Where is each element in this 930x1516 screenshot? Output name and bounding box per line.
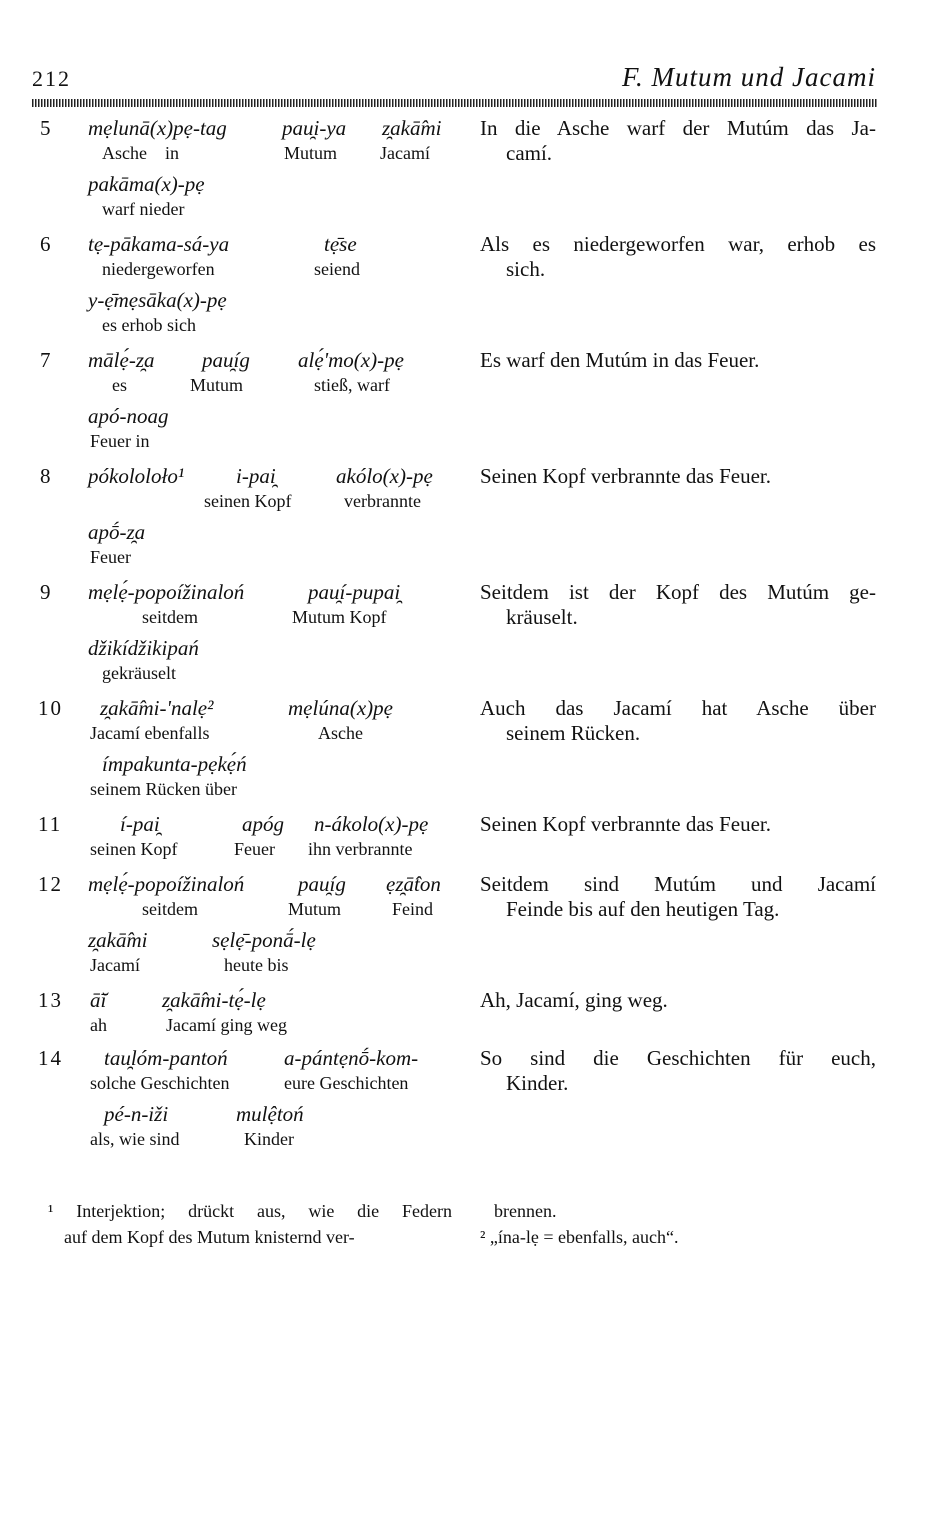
translation: Als es niedergeworfen war, erhob es sich. bbox=[480, 232, 876, 281]
native-word: ā̆ī bbox=[90, 988, 107, 1012]
line-number: 6 bbox=[40, 232, 53, 256]
native-word: džikídžikipań bbox=[88, 636, 199, 660]
translation: Seitdem ist der Kopf des Mutúm ge- kräuselt. bbox=[480, 580, 876, 629]
native-word: mẹlunā(x)pẹ-tag bbox=[88, 116, 227, 140]
native-word: akólo(x)-pẹ bbox=[336, 464, 433, 488]
footnote-text: auf dem Kopf des Mutum knisternd ver- bbox=[64, 1227, 355, 1247]
gloss: heute bis bbox=[224, 955, 289, 975]
native-word: tau̯lóm-pantoń bbox=[104, 1046, 228, 1070]
gloss: es erhob sich bbox=[102, 315, 196, 335]
gloss: seinen Kopf bbox=[204, 491, 292, 511]
native-word: tẹ̄se bbox=[324, 232, 357, 256]
gloss: Feind bbox=[392, 899, 434, 919]
gloss: Feuer bbox=[90, 547, 131, 567]
line-number: 10 bbox=[38, 696, 63, 720]
translation: Es warf den Mutúm in das Feuer. bbox=[480, 348, 760, 372]
gloss: Mutum bbox=[284, 143, 338, 163]
running-title: F. Mutum und Jacami bbox=[622, 62, 876, 92]
page-number: 212 bbox=[32, 66, 71, 91]
gloss: eure Geschichten bbox=[284, 1073, 409, 1093]
translation: Ah, Jacamí, ging weg. bbox=[480, 988, 668, 1012]
native-word: í-pai̯ bbox=[120, 812, 160, 836]
native-word: ẹz̯ā̂ton bbox=[386, 872, 441, 896]
native-word: mẹlẹ́-popoížinaloń bbox=[88, 872, 245, 896]
native-word: apóg bbox=[242, 812, 284, 836]
line-number: 13 bbox=[38, 988, 63, 1012]
gloss: Jacamí bbox=[90, 955, 140, 975]
translation: Auch das Jacamí hat Asche über seinem Rücken. bbox=[480, 696, 876, 745]
gloss: verbrannte bbox=[344, 491, 421, 511]
native-word: apó-noag bbox=[88, 404, 169, 428]
footnote-text: „ína-lẹ = ebenfalls, auch“. bbox=[489, 1227, 679, 1247]
native-word: ímpakunta-pẹkẹ́ń bbox=[102, 752, 247, 776]
translation: Seinen Kopf verbrannte das Feuer. bbox=[480, 464, 771, 488]
native-word: pau̯i-ya bbox=[282, 116, 347, 140]
gloss: warf nieder bbox=[102, 199, 185, 219]
gloss: Mutum Kopf bbox=[292, 607, 387, 627]
gloss: Asche bbox=[318, 723, 363, 743]
line-number: 11 bbox=[38, 812, 63, 836]
gloss: seiend bbox=[314, 259, 360, 279]
native-word: a-pántẹnṓ-kom- bbox=[284, 1046, 419, 1070]
native-word: n-ákolo(x)-pẹ bbox=[314, 812, 429, 836]
gloss: seinem Rücken über bbox=[90, 779, 237, 799]
line-number: 5 bbox=[40, 116, 53, 140]
line-number: 14 bbox=[38, 1046, 63, 1070]
native-word: pé-n-iži bbox=[104, 1102, 169, 1126]
gloss: stieß, warf bbox=[314, 375, 390, 395]
gloss: gekräuselt bbox=[102, 663, 176, 683]
gloss: Jacamí ebenfalls bbox=[90, 723, 210, 743]
gloss: Mutum bbox=[288, 899, 342, 919]
line-number: 8 bbox=[40, 464, 53, 488]
gloss: Mutum bbox=[190, 375, 244, 395]
gloss: Feuer bbox=[234, 839, 275, 859]
gloss: Asche in bbox=[102, 143, 179, 163]
gloss: niedergeworfen bbox=[102, 259, 215, 279]
native-word: pakāma(x)-pẹ bbox=[88, 172, 205, 196]
gloss: Jacamí bbox=[380, 143, 430, 163]
footnote-marker: ¹ bbox=[48, 1201, 54, 1221]
gloss: ah bbox=[90, 1015, 107, 1035]
native-word: apṓ-z̯a bbox=[88, 520, 146, 544]
line-number: 12 bbox=[38, 872, 63, 896]
line-number: 9 bbox=[40, 580, 53, 604]
gloss: seitdem bbox=[142, 899, 198, 919]
native-word: z̯akā̂mi-'nalẹ² bbox=[100, 696, 214, 720]
native-word: z̯akā̂mi bbox=[88, 928, 148, 952]
gloss: seinen Kopf bbox=[90, 839, 178, 859]
gloss: als, wie sind bbox=[90, 1129, 180, 1149]
footnote-marker: ² bbox=[480, 1227, 486, 1247]
footnote-1 bbox=[48, 1198, 452, 1250]
gloss: Jacamí ging weg bbox=[166, 1015, 287, 1035]
native-word: pau̯íg bbox=[298, 872, 346, 896]
native-word: alẹ́'mo(x)-pẹ bbox=[298, 348, 404, 372]
translation: So sind die Geschichten für euch, Kinder. bbox=[480, 1046, 876, 1095]
gloss: Kinder bbox=[244, 1129, 294, 1149]
native-word: pau̯íg bbox=[202, 348, 250, 372]
translation: Seitdem sind Mutúm und Jacamí Feinde bis auf den heutigen Tag. bbox=[480, 872, 876, 921]
footnote-continuation bbox=[480, 1198, 876, 1250]
native-word: z̯akā̂mi bbox=[382, 116, 442, 140]
translation: Seinen Kopf verbrannte das Feuer. bbox=[480, 812, 771, 836]
native-word: mẹlẹ́-popoížinaloń bbox=[88, 580, 245, 604]
footnote-text: brennen. bbox=[494, 1201, 557, 1221]
native-word: sẹlẹ̄-ponā́-lẹ bbox=[212, 928, 316, 952]
header-rule bbox=[32, 99, 878, 107]
gloss: seitdem bbox=[142, 607, 198, 627]
footnote-text: Interjektion; drückt aus, wie die Federn bbox=[76, 1201, 453, 1221]
native-word: mulệtoń bbox=[236, 1102, 304, 1126]
translation: In die Asche warf der Mutúm das Ja- camí. bbox=[480, 116, 876, 165]
native-word: z̯akā̂mi-tẹ́-lẹ bbox=[162, 988, 266, 1012]
gloss: es bbox=[112, 375, 127, 395]
native-word: tẹ-pākama-sá-ya bbox=[88, 232, 230, 256]
native-word: i-pai̯ bbox=[236, 464, 276, 488]
line-number: 7 bbox=[40, 348, 53, 372]
native-word: mālẹ́-z̯a bbox=[88, 348, 155, 372]
gloss: Feuer in bbox=[90, 431, 150, 451]
gloss: solche Geschichten bbox=[90, 1073, 230, 1093]
native-word: y-ẹ̄mẹsāka(x)-pẹ bbox=[88, 288, 227, 312]
gloss: ihn verbrannte bbox=[308, 839, 413, 859]
native-word: pau̯í-pupai̯ bbox=[308, 580, 401, 604]
native-word: pókololoło¹ bbox=[88, 464, 185, 488]
native-word: mẹlúna(x)pẹ bbox=[288, 696, 393, 720]
